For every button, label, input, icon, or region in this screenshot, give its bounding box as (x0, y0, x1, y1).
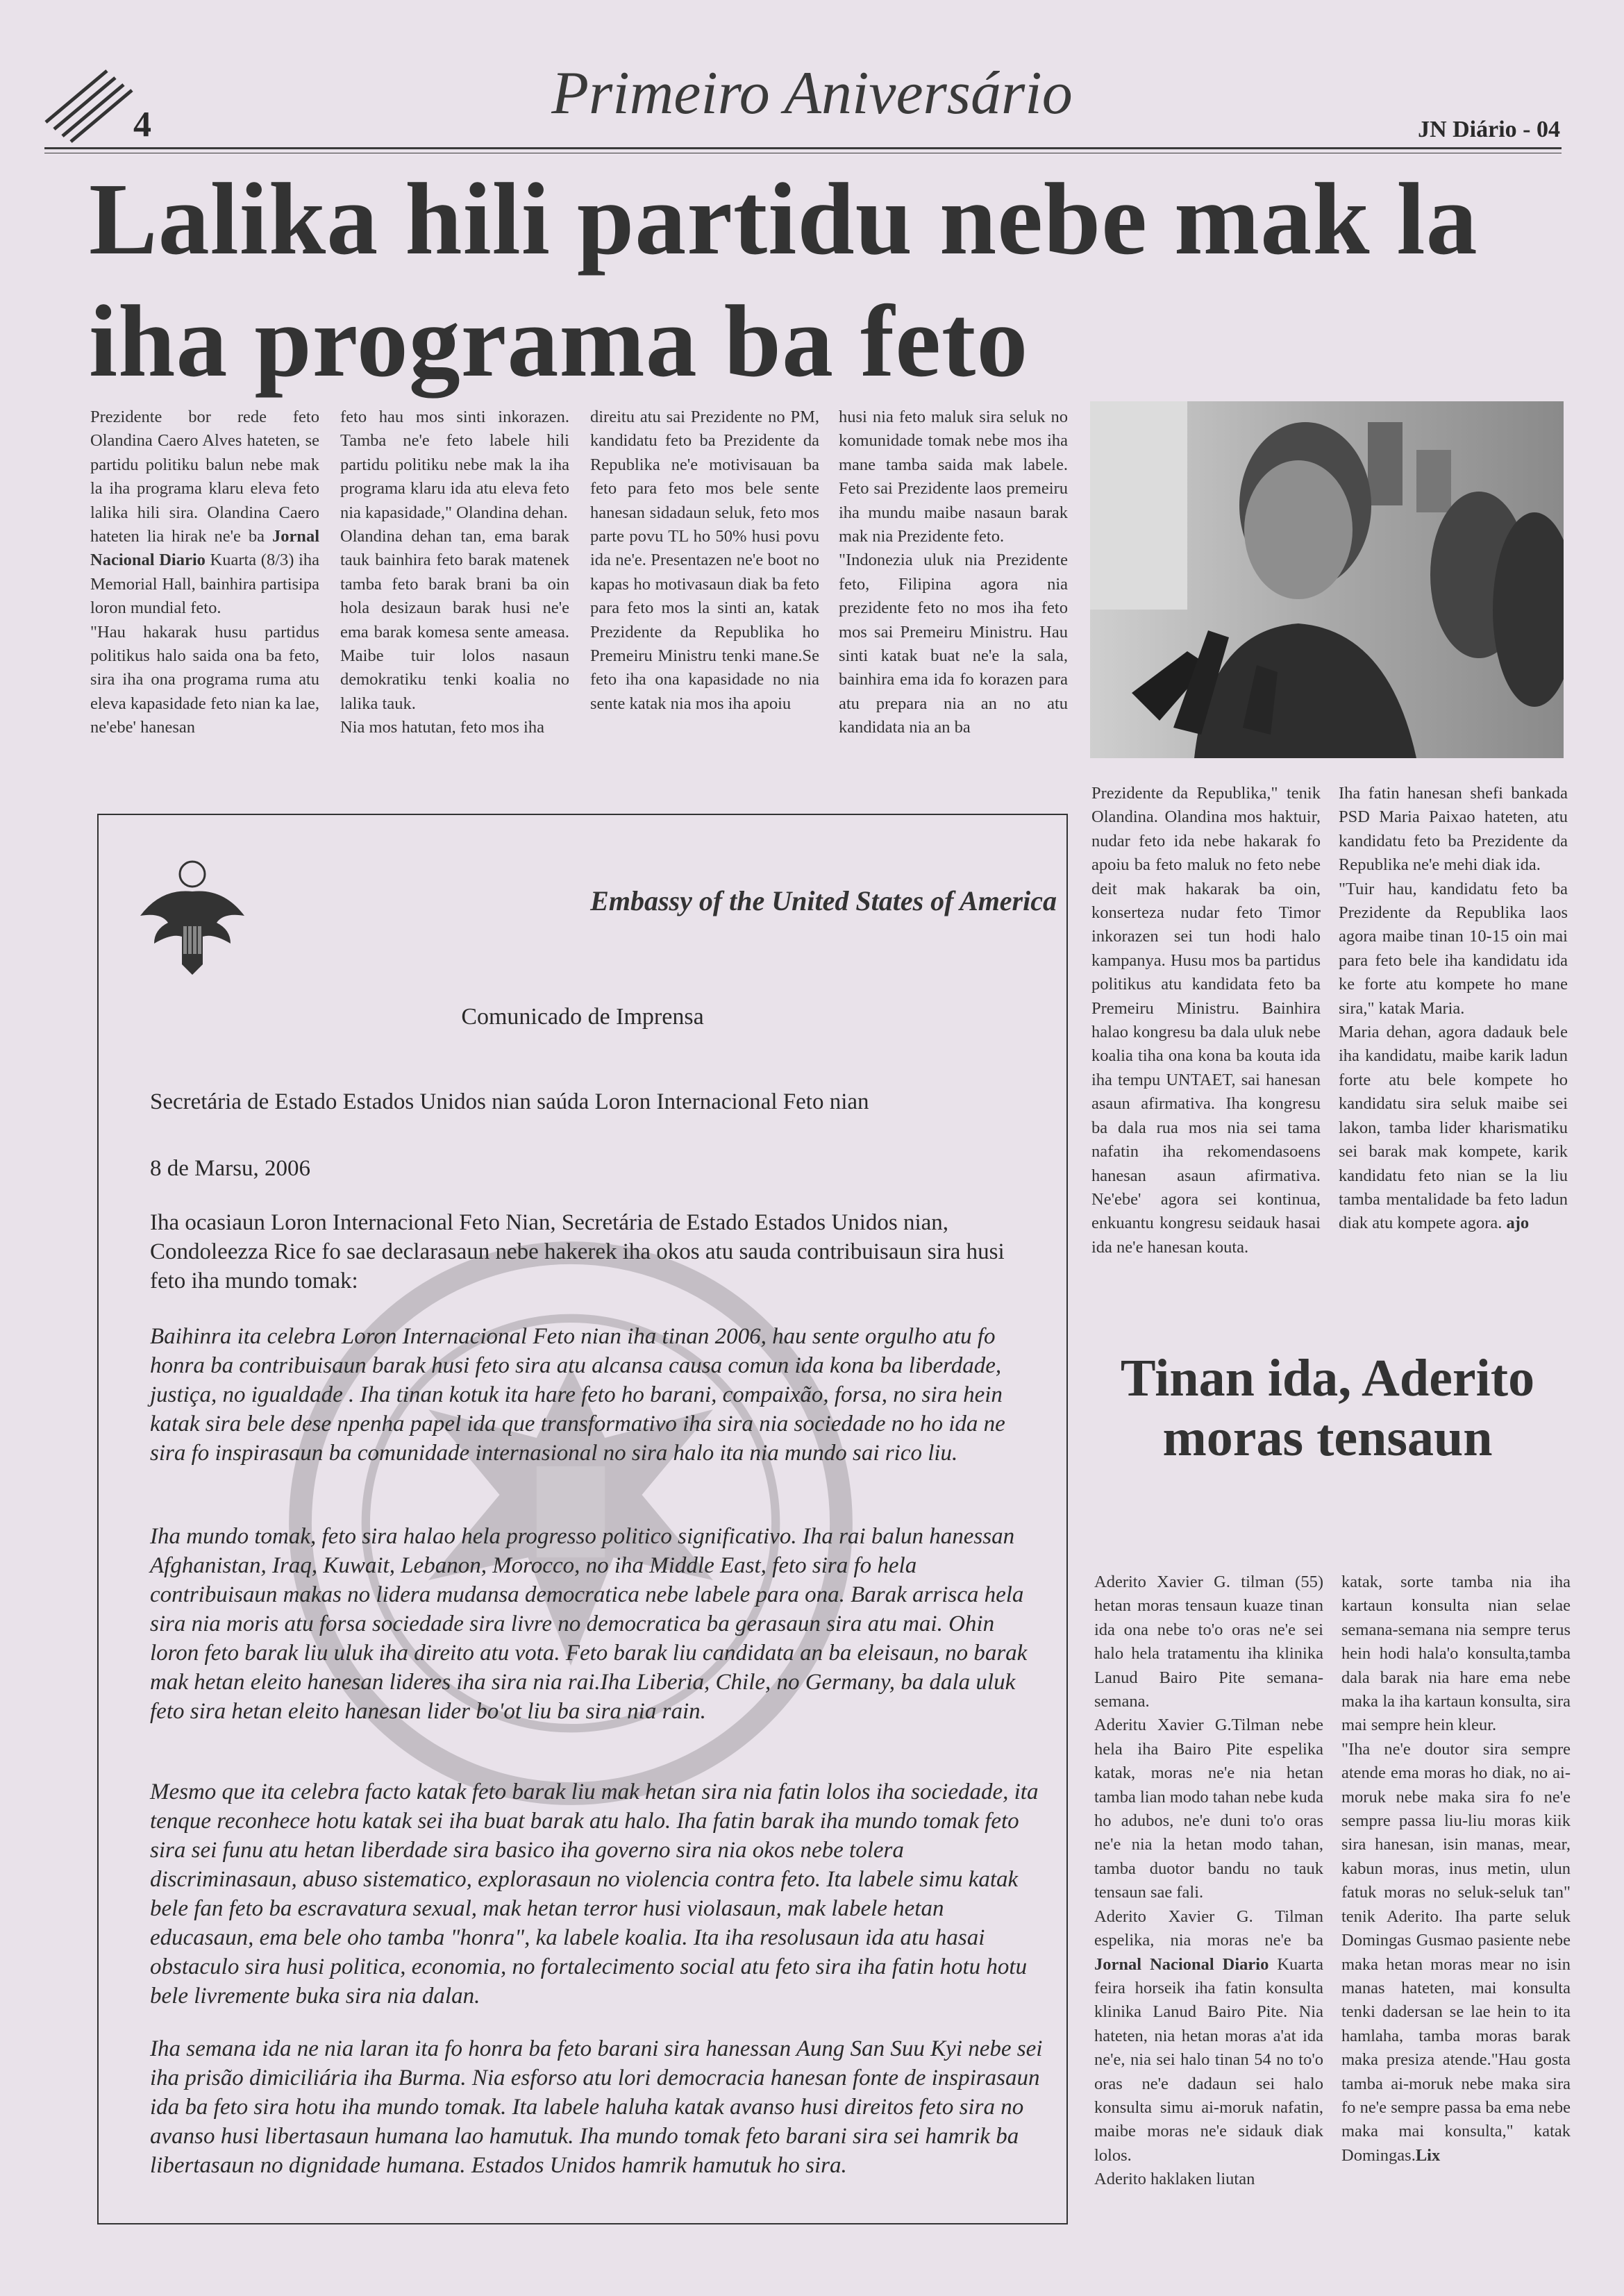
article2-column-1 (1094, 1570, 1323, 2192)
press-paragraph-2: Iha mundo tomak, feto sira halao hela progresso politico significativo. Iha rai balun hanessan Afghanistan, Iraq, Kuwait, Lebanon, Morocco, no iha Middle East, feto sira fo hela contribuisaun makas no lidera mudansa democratica nebe labele para ona. Barak arrisca hela sira nia moris atu forsa sociedade sira livre no democratica ba gerasaun sira atu mai. Ohin loron feto barak liu uluk iha direito atu vota. Feto barak liu candidata an ba eleisaun, no barak mak hetan eleito hanesan lideres iha sira nia rai.Iha Liberia, Chile, no Germany, ba dala uluk feto sira hetan eleito hanesan lider bo'ot liu ba sira nia rain. (150, 1524, 1028, 1724)
paragraph: Aderito Xavier G. Tilman espelika, nia moras ne'e ba Jornal Nacional Diario Kuarta feira horseik iha fatin konsulta klinika Lanud Bairo Pite. Nia hateten, nia hetan moras a'at ida ne'e, nia sei halo tinan 54 no to'o oras ne'e dadaun sei halo konsulta simu ai-moruk nafatin, maibe moras ne'e sidauk diak lolos. (1094, 1907, 1323, 2165)
paragraph: "Iha ne'e doutor sira sempre atende ema moras ho diak, no ai-moruk nebe maka sira fo ne'e sempre passa liu-liu moras kiik sira hanesan, isin manas, mear, kabun moras, inus metin, ulun fatuk moras no seluk-seluk tan" tenik Aderito. Iha parte seluk Domingas Gusmao pasiente nebe maka hetan moras mear no isin manas hateten, mai konsulta tenki dadersan se lae hein to ita hamlaha, tamba moras barak maka presiza atende."Hau gosta tamba ai-moruk nebe maka sira fo ne'e sempre passa ba ema nebe maka mai konsulta," katak Domingas.Lix (1341, 1739, 1571, 2165)
press-paragraph-4: Iha semana ida ne nia laran ita fo honra ba feto barani sira hanessan Aung San Suu Kyi nebe sei iha prisão dimiciliária iha Burma. Nia esforso atu lori democracia hanesan fonte de inspirasaun ida ba feto sira hotu iha mundo tomak. Ita labele haluha katak avanso husi direitos feto sira no avanso husi libertasaun humana lao hamutuk. Iha mundo tomak feto barani sira sei hamrik ba libertasaun no dignidade humana. Estados Unidos hamrik hamutuk ho sira. (150, 2036, 1043, 2178)
embassy-press-release (97, 814, 1068, 2224)
eagle-seal-icon (133, 853, 251, 985)
article1-column-2 (340, 405, 569, 740)
article1-column-1 (90, 405, 319, 740)
paragraph: "Indonezia uluk nia Prezidente feto, Filipina agora nia prezidente feto no mos iha feto mos sai Premeiru Ministru. Hau sinti katak buat ne'e la sala, bainhira ema ida fo korazen para atu prepara nia an no atu kandidata nia an ba (839, 551, 1068, 737)
paragraph: Aderito haklaken liutan (1094, 2170, 1255, 2189)
paragraph: Prezidente da Republika," tenik Olandina. Olandina mos haktuir, nudar feto ida nebe hakarak fo apoiu ba feto maluk no feto nebe deit mak hakarak ba oin, konserteza nudar feto Timor inkorazen sei tun hodi halo kampanya. Husu mos ba partidus politikus atu kandidata feto ba Premeiru Ministru. Bainhira halao kongresu ba dala uluk nebe koalia tiha ona kona ba kouta ida iha tempu UNTAET, sai hanesan asaun afirmativa. Iha kongresu ba dala rua mos nia sei tama nafatin iha rekomendasoens hanesan asaun afirmativa. Ne'ebe' agora sei kontinua, enkuantu kongresu seidauk hasai ida ne'e hanesan kouta. (1091, 784, 1321, 1257)
photo-image (1090, 401, 1564, 758)
paragraph: Nia mos hatutan, feto mos iha (340, 718, 544, 737)
article1-column-3 (590, 405, 819, 716)
paragraph: feto hau mos sinti inkorazen. Tamba ne'e feto labele hili partidu politiku nebe mak la iha programa klaru ida atu eleva feto nia kapasidade," Olandina dehan. (340, 408, 569, 522)
press-paragraph-1: Baihinra ita celebra Loron Internacional Feto nian iha tinan 2006, hau sente orgulho atu fo honra ba contribuisaun barak husi feto sira atu alcansa causa comun ida kona ba liberdade, justiça, no igualdade . Iha tinan kotuk ita hare feto ho barani, compaixão, forsa, no sira hein katak sira bele dese npenha papel ida que transformativo iha sira nia sociedade no ho ida ne sira fo inspirasaun ba comunidade internasional no sira halo ita nia mundo sai rico liu. (150, 1324, 1005, 1466)
paragraph: direitu atu sai Prezidente no PM, kandidatu feto ba Prezidente da Republika ne'e motivisauan ba feto para feto mos bele sente hanesan sidadaun seluk, feto mos parte povu TL ho 50% husi povu ida ne'e. Presentazen ne'e boot no kapas ho motivasaun diak ba feto para feto mos la sinti an, katak Prezidente da Republika ho Premeiru Ministru tenki mane.Se feto iha ona kapasidade no nia sente katak nia mos iha apoiu (590, 408, 819, 713)
paper-label: JN Diário - 04 (1418, 117, 1560, 142)
paragraph: Prezidente bor rede feto Olandina Caero Alves hateten, se partidu politiku balun nebe mak la iha programa klaru eleva feto lalika hili sira. Olandina Caero hateten lia hirak ne'e ba Jornal Nacional Diario Kuarta (8/3) iha Memorial Hall, bainhira partisipa loron mundial feto. (90, 408, 319, 618)
article1-column-5 (1091, 782, 1321, 1259)
article2-headline: Tinan ida, Aderito moras tensaun (1120, 1349, 1535, 1467)
paragraph: Aderito Xavier G. tilman (55) hetan moras tensaun kuaze tinan ida ona nebe to'o oras ne'e sei halo hela tratamentu iha klinika Lanud Bairo Pite semana-semana. (1094, 1573, 1323, 1711)
press-subject: Secretária de Estado Estados Unidos nian saúda Loron Internacional Feto nian (150, 1089, 869, 1114)
communique-label: Comunicado de Imprensa (461, 1004, 704, 1030)
paragraph: husi nia feto maluk sira seluk no komunidade tomak nebe mos iha mane tamba saida mak labele. Feto sai Prezidente laos premeiru iha mundu maibe nasaun barak mak nia Prezidente feto. (839, 408, 1068, 546)
paragraph: "Tuir hau, kandidatu feto ba Prezidente da Republika laos agora maibe tinan 10-15 oin mai para feto bele iha kandidatu ida ke forte atu kompete ho mane sira," katak Maria. (1339, 879, 1568, 1018)
photo-olandina (1090, 401, 1564, 758)
author-initials: Lix (1415, 2145, 1441, 2165)
paragraph: Iha fatin hanesan shefi bankada PSD Maria Paixao hateten, atu kandidatu feto ba Prezidente da Republika ne'e mehi diak ida. (1339, 784, 1568, 875)
author-initials: ajo (1506, 1214, 1530, 1233)
paragraph: Maria dehan, agora dadauk bele iha kandidatu, maibe karik ladun forte atu bele kompete ho kandidatu sira seluk maibe sei lakon, tamba lider kharismatiku sei barak mak kompete, karik kandidatu feto nian se la liu tamba mentalidade ba feto ladun diak atu kompete agora. ajo (1339, 1023, 1568, 1233)
press-paragraph-3: Mesmo que ita celebra facto katak feto barak liu mak hetan sira nia fatin lolos iha sociedade, ita tenque reconhece hotu katak sei iha buat barak atu halo. Iha fatin barak iha mundo tomak feto sira sei funu atu hetan liberdade sira basico iha governo sira nia okos nebe tolera discriminasaun, abuso sistematico, explorasaun no violencia contra feto. Ita labele simu katak bele fan feto ba escravatura sexual, mak hetan terror husi violasaun, mak labele hetan educasaun, ema bele oho tamba "honra", ka labele koalia. Ita iha resolusaun ida atu hasai obstaculo sira husi politica, economia, no fortalecimento social atu feto sira iha fatin hotu hotu bele livremente buka sira nia dalan. (150, 1779, 1039, 2009)
header-rule (44, 147, 1562, 149)
article1-column-6 (1339, 782, 1568, 1236)
main-headline: Lalika hili partidu nebe mak la iha programa ba feto (89, 162, 1478, 399)
article2-column-2 (1341, 1570, 1571, 2168)
paragraph: "Hau hakarak husu partidus politikus halo saida ona ba feto, sira iha ona programa ruma atu eleva kapasidade feto nian ka lae, ne'ebe' hanesan (90, 622, 319, 737)
section-title: Primeiro Aniversário (551, 60, 1073, 127)
paragraph: Aderitu Xavier G.Tilman nebe hela iha Bairo Pite espelika katak, moras ne'e nia hetan tamba lian modo tahan nebe kuda ho adubos, ne'e duni to'o oras ne'e nia la hetan modo tahan, tamba duotor bandu no tauk tensaun sae fali. (1094, 1716, 1323, 1902)
press-intro: Iha ocasiaun Loron Internacional Feto Nian, Secretária de Estado Estados Unidos nian, Condoleezza Rice fo sae declarasaun nebe hakerek iha okos atu sauda contribuisaun sira husi feto iha mundo tomak: (150, 1210, 1005, 1293)
page-number: 4 (133, 105, 151, 144)
paragraph: Olandina dehan tan, ema barak tauk bainhira feto barak matenek tamba feto barak brani ba oin hola desizaun barak husi ne'e ema barak komesa sente ameasa. Maibe tuir lolos nasaun demokratiku tenki koalia no lalika tauk. (340, 527, 569, 713)
embassy-name: Embassy of the United States of America (590, 885, 1057, 916)
article1-column-4 (839, 405, 1068, 740)
paragraph: katak, sorte tamba nia iha kartaun konsulta nian selae semana-semana nia sempre terus hein hodi hala'o konsulta,tamba dala barak nia hare ema nebe maka la iha kartaun konsulta, sira mai sempre hein kleur. (1341, 1573, 1571, 1735)
press-date: 8 de Marsu, 2006 (150, 1156, 310, 1181)
